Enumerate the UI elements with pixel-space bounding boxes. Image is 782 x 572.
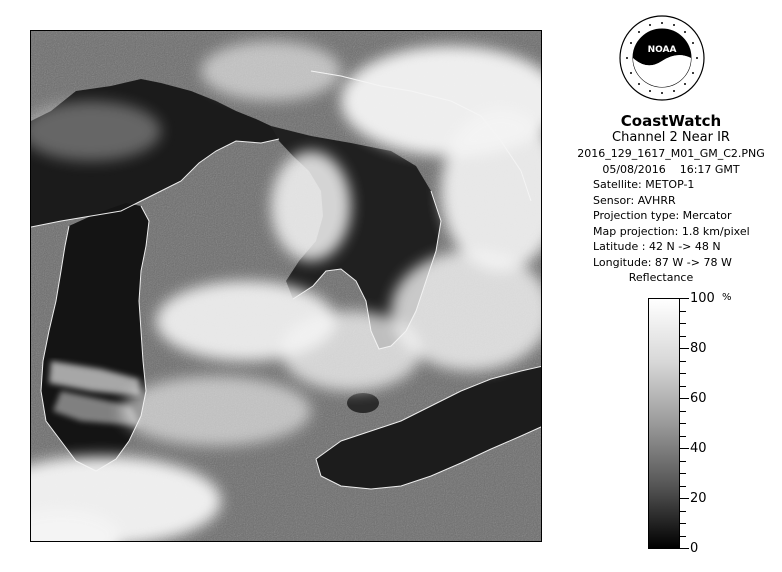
colorbar-tick bbox=[680, 311, 686, 312]
colorbar-tick bbox=[680, 423, 686, 424]
colorbar-tick bbox=[680, 348, 689, 349]
colorbar-tick bbox=[680, 448, 689, 449]
colorbar-tick bbox=[680, 323, 686, 324]
latitude-line: Latitude : 42 N -> 48 N bbox=[593, 240, 721, 253]
filename: 2016_129_1617_M01_GM_C2.PNG bbox=[577, 147, 765, 160]
colorbar-tick bbox=[680, 336, 686, 337]
colorbar-tick bbox=[680, 498, 689, 499]
colorbar-tick bbox=[680, 548, 689, 549]
colorbar-tick-label: 60 bbox=[690, 391, 707, 406]
colorbar-tick bbox=[680, 536, 686, 537]
longitude-line: Longitude: 87 W -> 78 W bbox=[593, 255, 732, 269]
product-title: CoastWatch bbox=[620, 112, 722, 130]
colorbar-tick bbox=[680, 436, 686, 437]
colorbar-tick-label: 100 bbox=[690, 291, 715, 306]
image-info-panel bbox=[560, 112, 782, 270]
channel-subtitle: Channel 2 Near IR bbox=[612, 130, 730, 145]
colorbar-tick bbox=[680, 373, 686, 374]
colorbar-tick bbox=[680, 386, 686, 387]
satellite-line: Satellite: METOP-1 bbox=[593, 178, 695, 191]
lake-st-clair bbox=[347, 393, 379, 413]
colorbar-tick bbox=[680, 523, 686, 524]
near-ir-image bbox=[31, 31, 542, 542]
legend-unit: % bbox=[722, 292, 732, 303]
projection-type-line: Projection type: Mercator bbox=[593, 209, 732, 222]
colorbar-tick bbox=[680, 411, 686, 412]
colorbar-tick bbox=[680, 473, 686, 474]
map-projection-line: Map projection: 1.8 km/pixel bbox=[593, 224, 750, 238]
legend-label: Reflectance bbox=[628, 271, 694, 284]
colorbar-tick bbox=[680, 398, 689, 399]
colorbar-tick bbox=[680, 511, 686, 512]
datetime: 05/08/2016 16:17 GMT bbox=[602, 162, 740, 176]
colorbar-tick-label: 40 bbox=[690, 441, 707, 456]
sensor-line: Sensor: AVHRR bbox=[593, 193, 676, 207]
reflectance-colorbar bbox=[648, 298, 680, 549]
satellite-map bbox=[30, 30, 542, 542]
colorbar-tick bbox=[680, 298, 689, 299]
noaa-logo bbox=[619, 15, 705, 101]
colorbar-tick-label: 20 bbox=[690, 491, 707, 506]
colorbar-tick bbox=[680, 461, 686, 462]
logo-text: NOAA bbox=[647, 45, 677, 55]
colorbar-tick-label: 80 bbox=[690, 341, 707, 356]
colorbar-tick-label: 0 bbox=[690, 541, 699, 556]
colorbar-tick bbox=[680, 361, 686, 362]
colorbar-tick bbox=[680, 486, 686, 487]
